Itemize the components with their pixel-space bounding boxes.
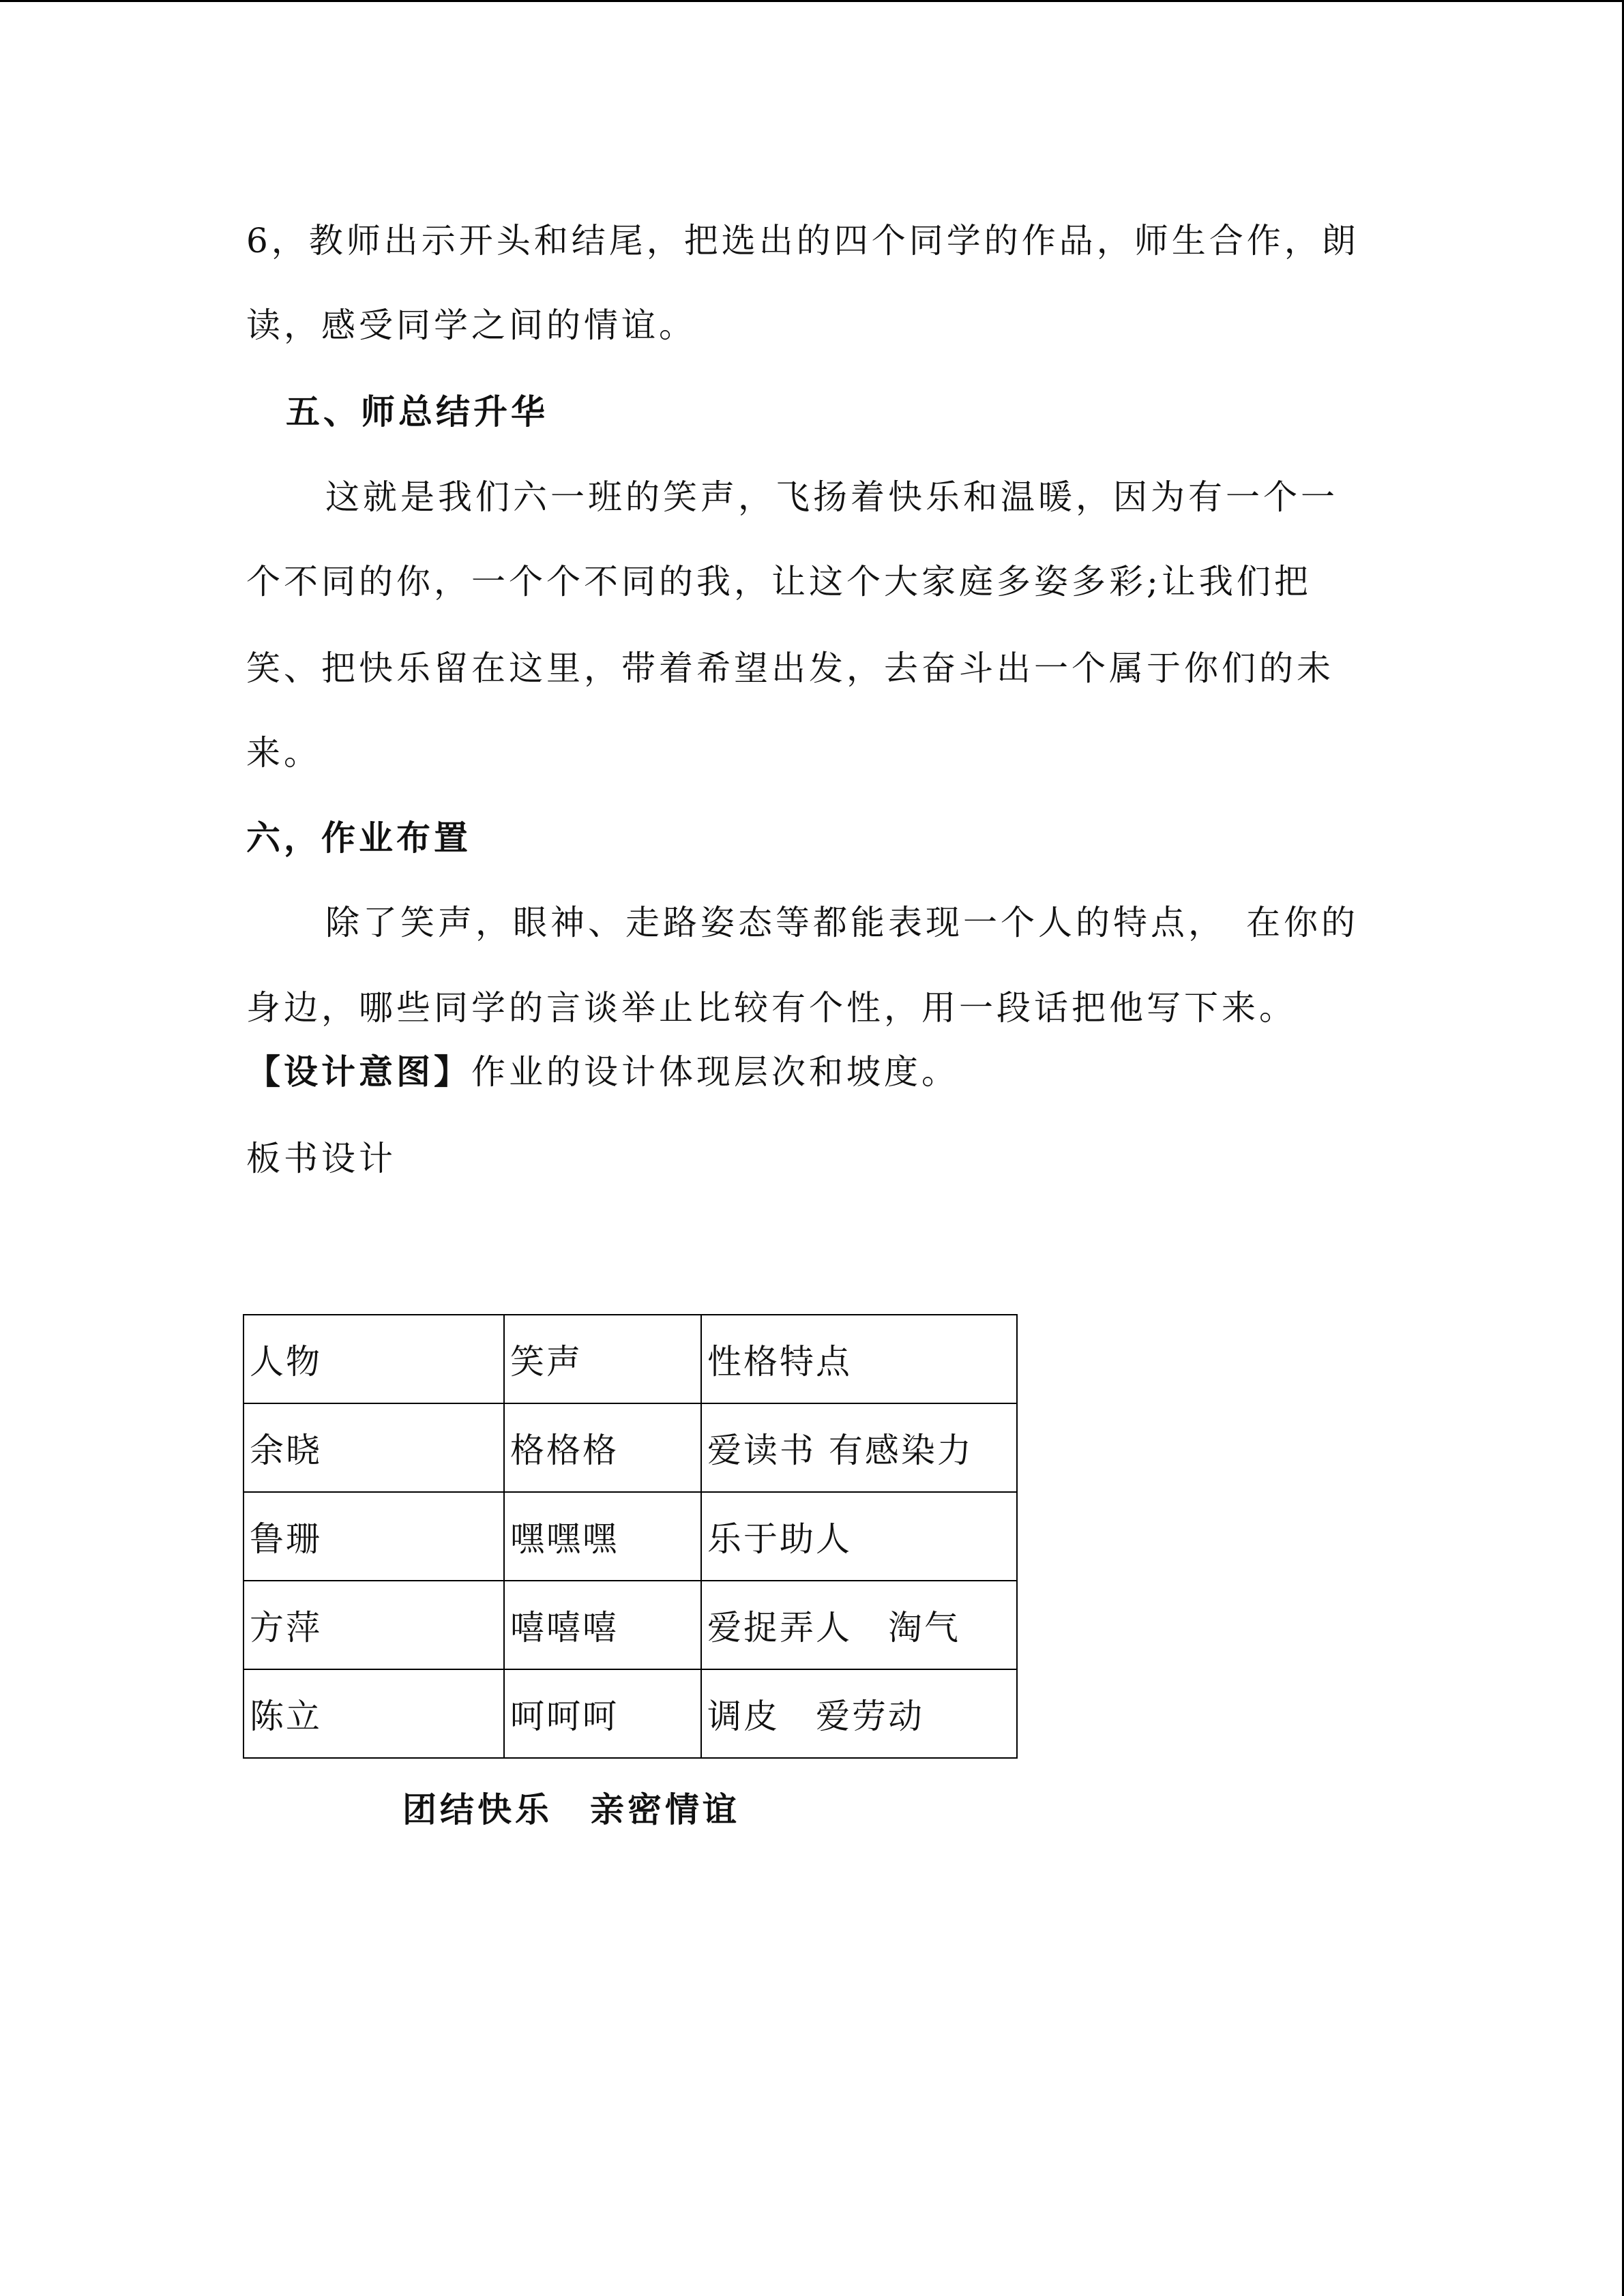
table-row bbox=[243, 1403, 1017, 1492]
table-cell: 乐于助人 bbox=[701, 1492, 1017, 1581]
paragraph-line: 6，教师出示开头和结尾，把选出的四个同学的作品，师生合作，朗 bbox=[246, 221, 1359, 260]
table-row bbox=[243, 1669, 1017, 1758]
table-header-cell: 人物 bbox=[243, 1315, 504, 1403]
paragraph-line: 笑、把快乐留在这里，带着希望出发，去奋斗出一个属于你们的未 bbox=[246, 648, 1334, 688]
table-cell: 嘿嘿嘿 bbox=[504, 1492, 701, 1581]
table-cell: 余晓 bbox=[243, 1403, 504, 1492]
table-header-row bbox=[243, 1315, 1017, 1403]
board-summary-text: 团结快乐 亲密情谊 bbox=[402, 1789, 740, 1830]
paragraph-line: 读，感受同学之间的情谊。 bbox=[246, 305, 696, 345]
table-header-cell: 性格特点 bbox=[701, 1315, 1017, 1403]
table-header-cell: 笑声 bbox=[504, 1315, 701, 1403]
design-intent-label: 【设计意图】 bbox=[246, 1052, 471, 1092]
table-cell: 陈立 bbox=[243, 1669, 504, 1758]
table-cell: 呵呵呵 bbox=[504, 1669, 701, 1758]
table-cell: 格格格 bbox=[504, 1403, 701, 1492]
table-cell: 爱读书 有感染力 bbox=[701, 1403, 1017, 1492]
design-intent-line bbox=[246, 1052, 959, 1092]
paragraph-line: 身边，哪些同学的言谈举止比较有个性，用一段话把他写下来。 bbox=[246, 988, 1297, 1028]
board-design-title: 板书设计 bbox=[246, 1139, 396, 1178]
table-cell: 调皮 爱劳动 bbox=[701, 1669, 1017, 1758]
section-heading-summary: 五、师总结升华 bbox=[286, 391, 548, 432]
design-intent-text: 作业的设计体现层次和坡度。 bbox=[471, 1052, 959, 1092]
paragraph-line: 来。 bbox=[246, 733, 321, 773]
table-cell: 爱捉弄人 淘气 bbox=[701, 1581, 1017, 1669]
paragraph-line: 这就是我们六一班的笑声，飞扬着快乐和温暖，因为有一个一 bbox=[325, 477, 1338, 517]
table-row bbox=[243, 1581, 1017, 1669]
section-heading-homework: 六，作业布置 bbox=[246, 818, 471, 858]
table-row bbox=[243, 1492, 1017, 1581]
table-cell: 嘻嘻嘻 bbox=[504, 1581, 701, 1669]
board-design-table bbox=[243, 1314, 1018, 1759]
table-cell: 鲁珊 bbox=[243, 1492, 504, 1581]
paragraph-line: 除了笑声，眼神、走路姿态等都能表现一个人的特点， 在你的 bbox=[325, 903, 1359, 942]
paragraph-line: 个不同的你，一个个不同的我，让这个大家庭多姿多彩;让我们把 bbox=[246, 562, 1312, 601]
table-cell: 方萍 bbox=[243, 1581, 504, 1669]
